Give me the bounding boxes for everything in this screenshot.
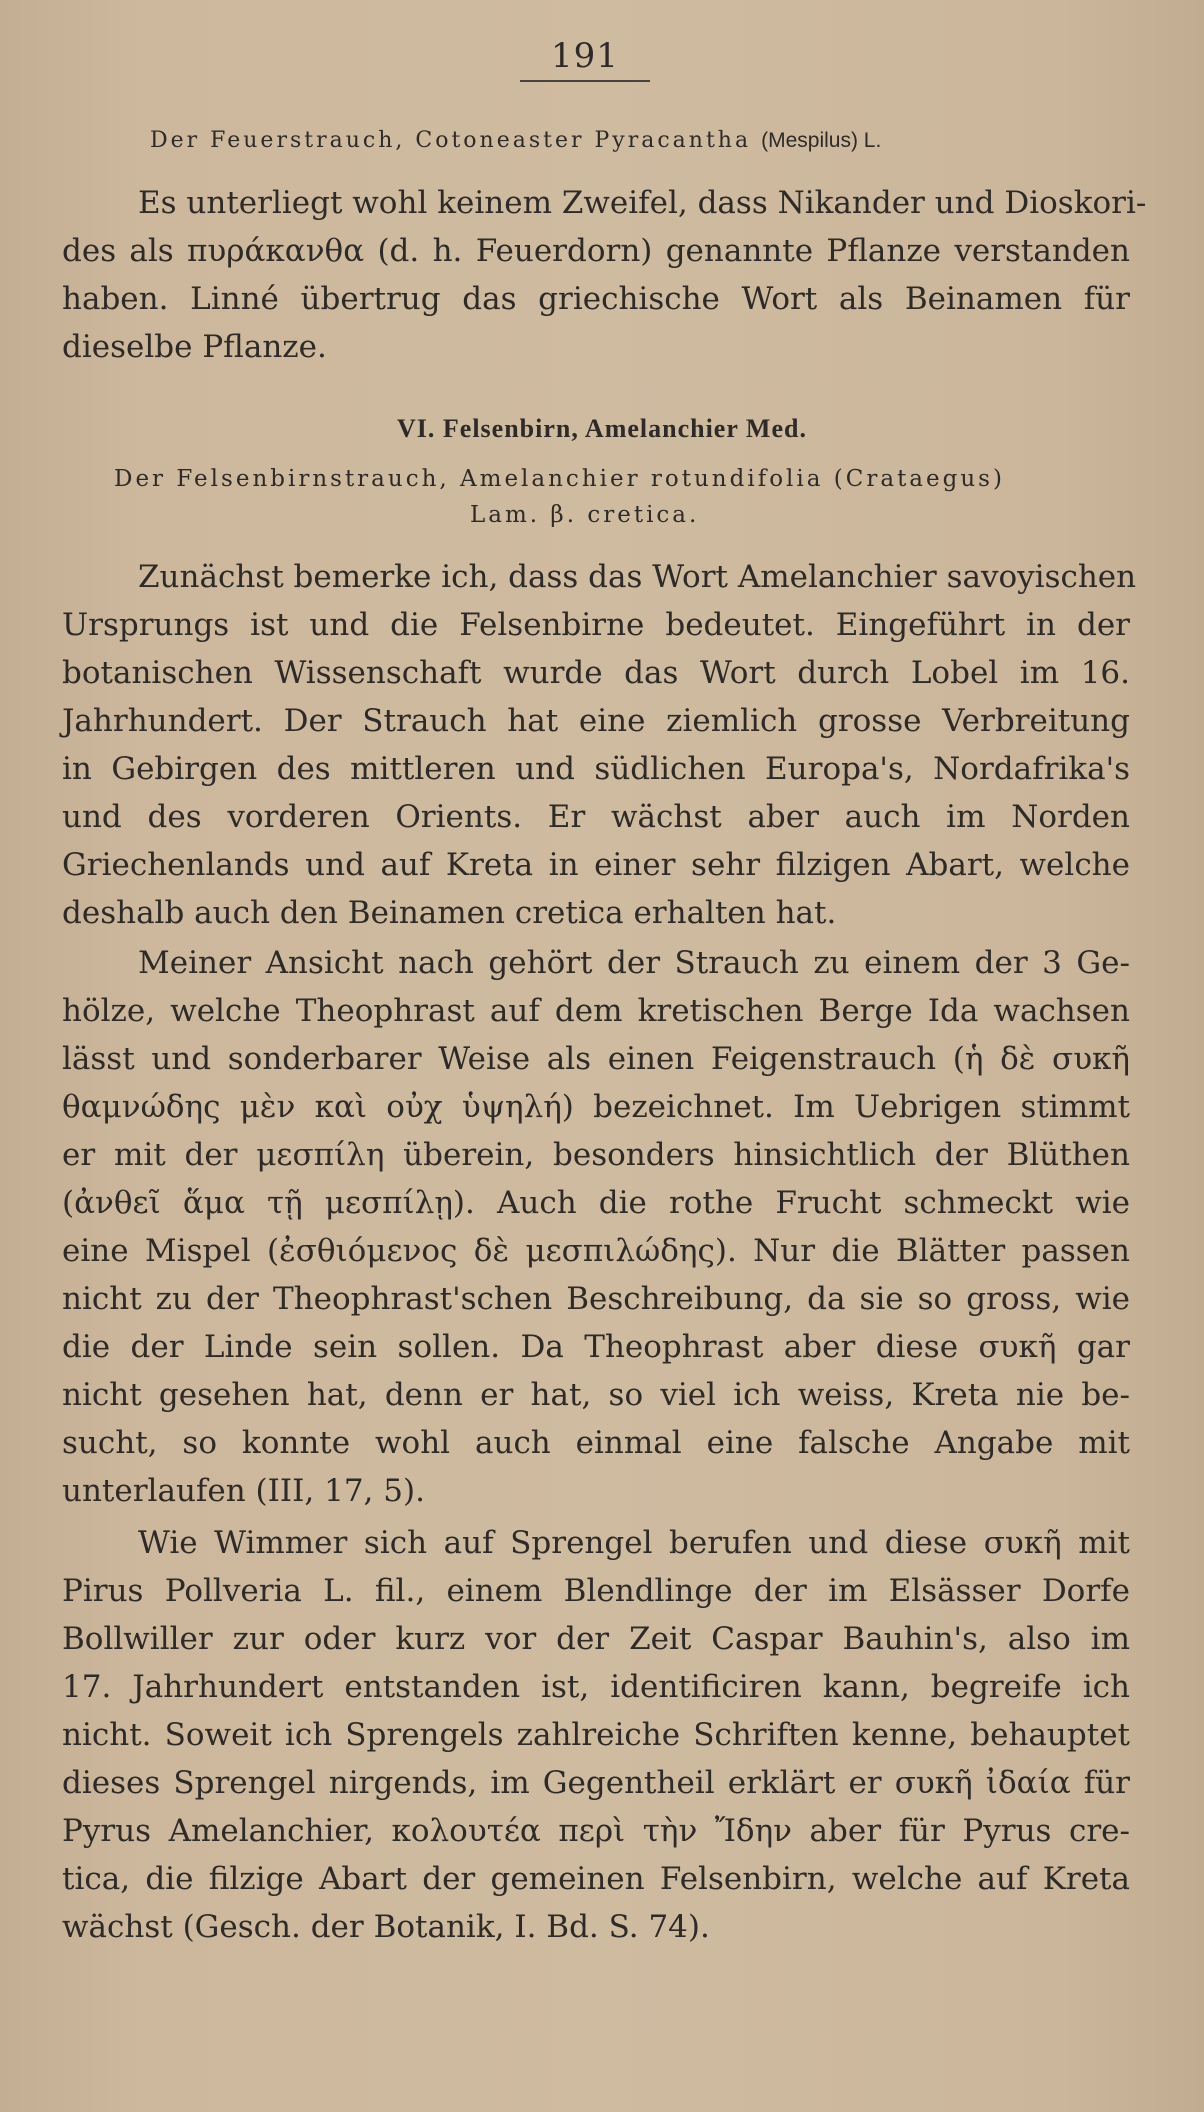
cotoneaster-heading-author: (Mespilus) L. — [761, 129, 882, 152]
cotoneaster-heading — [150, 128, 881, 153]
para1-line: und des vorderen Orients. Er wächst aber auch im Norden — [62, 799, 1130, 835]
felsenbirn-subheading-1: Der Felsenbirnstrauch, Amelanchier rotundifolia (Crataegus) — [114, 466, 1005, 492]
para1-line: in Gebirgen des mittleren und südlichen Europa's, Nordafrika's — [62, 751, 1130, 787]
para1-line: Ursprungs ist und die Felsenbirne bedeutet. Eingeführt in der — [62, 607, 1130, 643]
cotoneaster-line: dieselbe Pflanze. — [62, 329, 327, 365]
para2-line: (ἀνθεῖ ἅμα τῇ μεσπίλῃ). Auch die rothe Frucht schmeckt wie — [62, 1185, 1130, 1221]
para3-line: Pyrus Amelanchier, κολουτέα περὶ τὴν Ἴδην aber für Pyrus cre- — [62, 1813, 1130, 1849]
para2-line: nicht gesehen hat, denn er hat, so viel ich weiss, Kreta nie be- — [62, 1377, 1130, 1413]
cotoneaster-line: haben. Linné übertrug das griechische Wort als Beinamen für — [62, 281, 1130, 317]
felsenbirn-subheading-2: Lam. β. cretica. — [470, 502, 700, 528]
para3-line: tica, die filzige Abart der gemeinen Felsenbirn, welche auf Kreta — [62, 1861, 1130, 1897]
page-number: 191 — [520, 36, 650, 82]
cotoneaster-heading-main: Der Feuerstrauch, Cotoneaster Pyracantha — [150, 128, 752, 153]
para3-line: dieses Sprengel nirgends, im Gegentheil erklärt er συκῆ ἰδαία für — [62, 1765, 1130, 1801]
para2-line: unterlaufen (III, 17, 5). — [62, 1473, 425, 1509]
para2-line: er mit der μεσπίλη überein, besonders hinsichtlich der Blüthen — [62, 1137, 1130, 1173]
para2-line: nicht zu der Theophrast'schen Beschreibung, da sie so gross, wie — [62, 1281, 1130, 1317]
para2-line: Meiner Ansicht nach gehört der Strauch zu einem der 3 Ge- — [138, 945, 1130, 981]
para3-line: nicht. Soweit ich Sprengels zahlreiche Schriften kenne, behauptet — [62, 1717, 1130, 1753]
para1-line: deshalb auch den Beinamen cretica erhalten hat. — [62, 895, 837, 931]
para2-line: θαμνώδης μὲν καὶ οὐχ ὑψηλή) bezeichnet. Im Uebrigen stimmt — [62, 1089, 1130, 1125]
cotoneaster-line: Es unterliegt wohl keinem Zweifel, dass Nikander und Dioskori- — [138, 185, 1147, 221]
para1-line: Jahrhundert. Der Strauch hat eine ziemlich grosse Verbreitung — [62, 703, 1130, 739]
para3-line: wächst (Gesch. der Botanik, I. Bd. S. 74). — [62, 1909, 710, 1945]
para3-line: 17. Jahrhundert entstanden ist, identificiren kann, begreife ich — [62, 1669, 1130, 1705]
para2-line: eine Mispel (ἐσθιόμενος δὲ μεσπιλώδης). Nur die Blätter passen — [62, 1233, 1130, 1269]
para2-line: die der Linde sein sollen. Da Theophrast aber diese συκῆ gar — [62, 1329, 1130, 1365]
para1-line: Zunächst bemerke ich, dass das Wort Amelanchier savoyischen — [138, 559, 1137, 595]
para2-line: lässt und sonderbarer Weise als einen Feigenstrauch (ἡ δὲ συκῆ — [62, 1041, 1130, 1077]
chapter-title-felsenbirn: VI. Felsenbirn, Amelanchier Med. — [397, 414, 807, 443]
para2-line: hölze, welche Theophrast auf dem kretischen Berge Ida wachsen — [62, 993, 1130, 1029]
para3-line: Bollwiller zur oder kurz vor der Zeit Caspar Bauhin's, also im — [62, 1621, 1130, 1657]
para1-line: botanischen Wissenschaft wurde das Wort durch Lobel im 16. — [62, 655, 1130, 691]
para3-line: Pirus Pollveria L. fil., einem Blendlinge der im Elsässer Dorfe — [62, 1573, 1130, 1609]
para1-line: Griechenlands und auf Kreta in einer sehr filzigen Abart, welche — [62, 847, 1130, 883]
cotoneaster-line: des als πυράκανθα (d. h. Feuerdorn) genannte Pflanze verstanden — [62, 233, 1130, 269]
para3-line: Wie Wimmer sich auf Sprengel berufen und diese συκῆ mit — [138, 1525, 1130, 1561]
para2-line: sucht, so konnte wohl auch einmal eine falsche Angabe mit — [62, 1425, 1130, 1461]
